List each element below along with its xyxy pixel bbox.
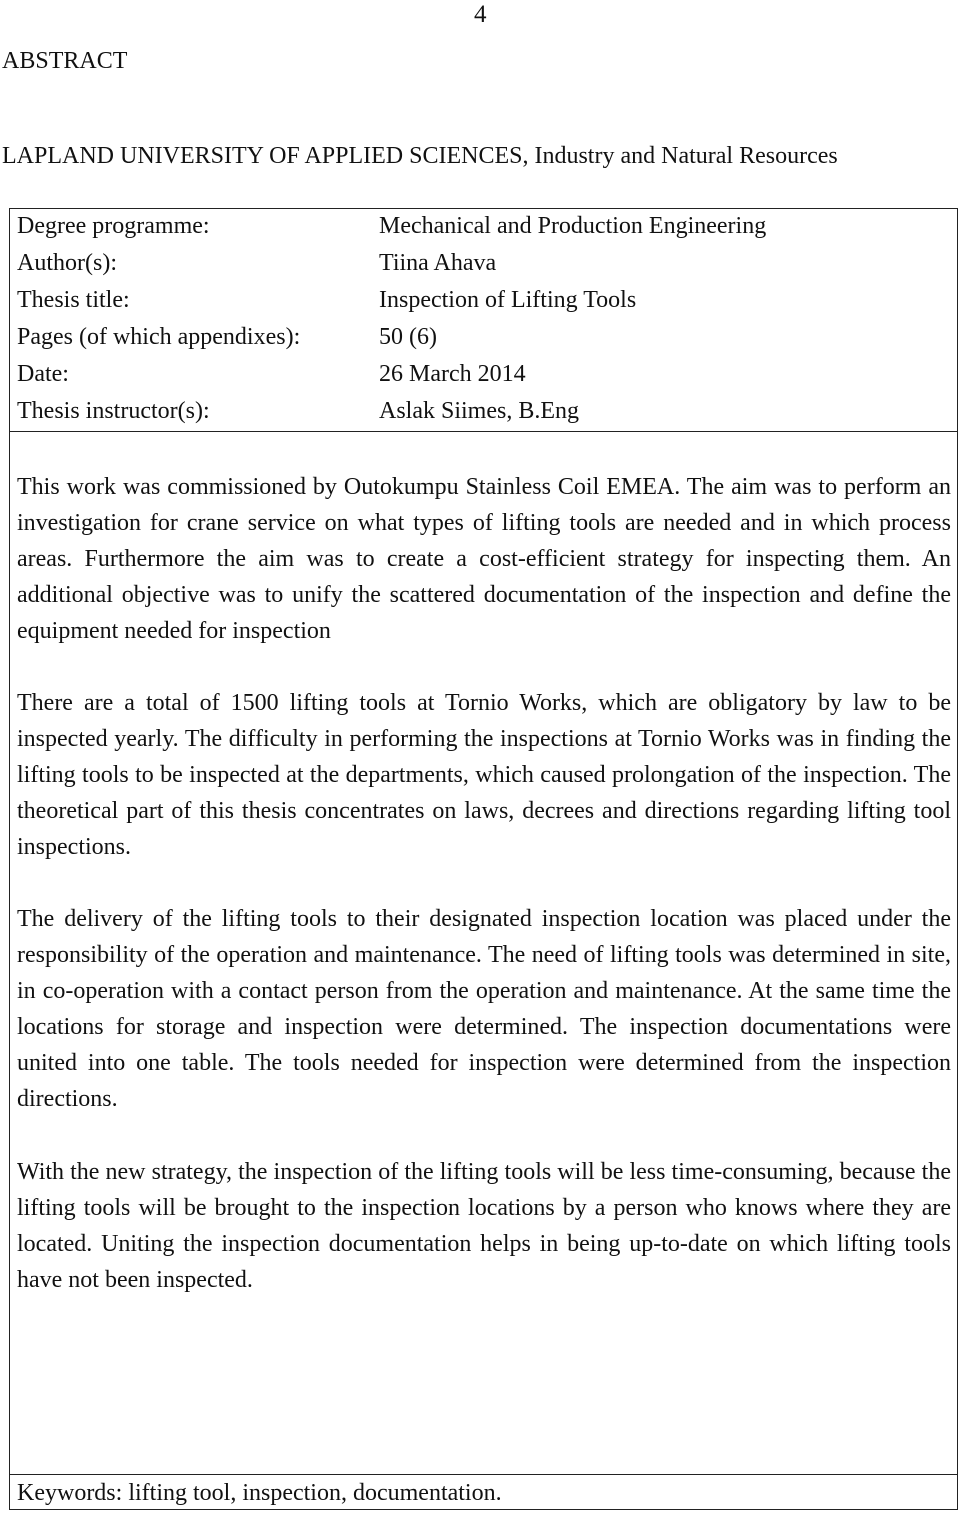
info-label: Pages (of which appendixes): xyxy=(17,324,301,350)
info-label: Thesis instructor(s): xyxy=(17,398,210,424)
abstract-paragraph-results: With the new strategy, the inspection of the lifting tools will be less time-consuming, because the lifting tools will be brought to the inspection locations by a person who knows where they are located. Uniting the inspection documentation helps in being up-to-date on which lifting tools have not been inspected. xyxy=(17,1159,951,1293)
university-faculty-line: LAPLAND UNIVERSITY OF APPLIED SCIENCES, Industry and Natural Resources xyxy=(2,143,838,169)
keywords: Keywords: lifting tool, inspection, documentation. xyxy=(17,1480,502,1506)
info-value: Inspection of Lifting Tools xyxy=(379,287,637,313)
abstract-paragraph-background: There are a total of 1500 lifting tools at Tornio Works, which are obligatory by law to be inspected yearly. The difficulty in performing the inspections at Tornio Works was in finding the lifting tools to be inspected at the departments, which caused prolongation of the inspection. The theoretical part of this thesis concentrates on laws, decrees and directions regarding lifting tool inspections. xyxy=(17,690,951,860)
info-label: Author(s): xyxy=(17,250,117,276)
info-divider xyxy=(9,431,958,432)
info-value: 50 (6) xyxy=(379,324,437,350)
info-label: Date: xyxy=(17,361,69,387)
abstract-paragraph-methods: The delivery of the lifting tools to their designated inspection location was placed under the responsibility of the operation and maintenance. The need of lifting tools was determined in site, in co-operation with a contact person from the operation and maintenance. At the same time the locations for storage and inspection were determined. The inspection documentations were united into one table. The tools needed for inspection were determined from the inspection directions. xyxy=(17,906,951,1112)
info-value: 26 March 2014 xyxy=(379,361,526,387)
info-label: Degree programme: xyxy=(17,213,210,239)
info-value: Mechanical and Production Engineering xyxy=(379,213,767,239)
keywords-divider xyxy=(9,1474,958,1475)
info-value: Tiina Ahava xyxy=(379,250,497,276)
page-number: 4 xyxy=(474,1,487,28)
abstract-paragraph-commission: This work was commissioned by Outokumpu Stainless Coil EMEA. The aim was to perform an investigation for crane service on what types of lifting tools are needed and in which process areas. Furthermore the aim was to create a cost-efficient strategy for inspecting them. An additional objective was to unify the scattered documentation of the inspection and define the equipment needed for inspection xyxy=(17,474,951,644)
abstract-heading: ABSTRACT xyxy=(2,48,128,74)
info-value: Aslak Siimes, B.Eng xyxy=(379,398,580,424)
info-label: Thesis title: xyxy=(17,287,130,313)
